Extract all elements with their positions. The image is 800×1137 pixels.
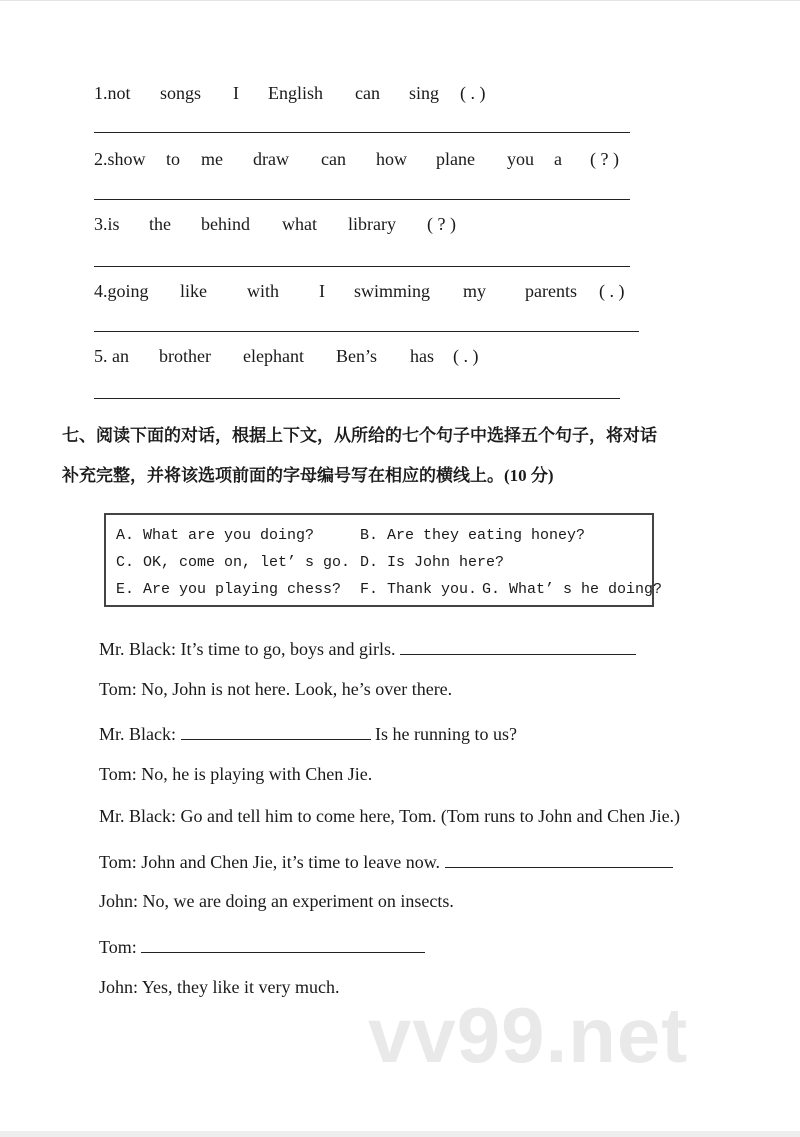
word: parents <box>525 281 577 301</box>
word: songs <box>160 83 202 103</box>
blank-4[interactable] <box>141 934 425 953</box>
option-g: G. What’ s he doing? <box>482 581 663 598</box>
word: 2.show <box>94 149 146 169</box>
answer-line-2[interactable] <box>94 199 630 200</box>
dialogue-line-4: Tom: No, he is playing with Chen Jie. <box>99 764 373 784</box>
word: like <box>180 281 207 301</box>
watermark: vv99.net <box>368 991 689 1079</box>
section-7-instruction-line1: 七、阅读下面的对话，根据上下文，从所给的七个句子中选择五个句子，将对话 <box>62 426 657 446</box>
dialogue-line-2: Tom: No, John is not here. Look, he’s over there. <box>99 679 453 699</box>
word: 1.not <box>94 83 131 103</box>
word: Ben’s <box>336 346 378 366</box>
page-top-edge <box>0 0 800 1</box>
answer-line-3[interactable] <box>94 266 630 267</box>
option-c: C. OK, come on, let’ s go. <box>116 554 351 571</box>
blank-2[interactable] <box>181 721 371 740</box>
word: plane <box>436 149 475 169</box>
dialogue-line-8: Tom: <box>99 934 425 958</box>
word: ( . ) <box>460 83 486 103</box>
word: can <box>321 149 346 169</box>
word: 4.going <box>94 281 149 301</box>
word: what <box>282 214 317 234</box>
answer-line-5[interactable] <box>94 398 620 399</box>
word: 3.is <box>94 214 120 234</box>
word: my <box>463 281 487 301</box>
dialogue-line-9: John: Yes, they like it very much. <box>99 977 340 997</box>
section-7-points: (10 分) <box>504 466 554 485</box>
section-7-instruction-line2: 补充完整，并将该选项前面的字母编号写在相应的横线上。(10 分) <box>62 466 554 486</box>
word: ( ? ) <box>590 149 619 169</box>
word: me <box>201 149 223 169</box>
word: I <box>319 281 325 301</box>
blank-3[interactable] <box>445 849 673 868</box>
word: 5. an <box>94 346 129 366</box>
word: behind <box>201 214 250 234</box>
word: can <box>355 83 380 103</box>
page-bottom-edge <box>0 1131 800 1137</box>
dialogue-line-6: Tom: John and Chen Jie, it’s time to leave now. <box>99 849 673 873</box>
dialogue-line-3: Mr. Black: Is he running to us? <box>99 721 517 745</box>
word: ( . ) <box>599 281 625 301</box>
option-e: E. Are you playing chess? <box>116 581 342 598</box>
answer-line-4[interactable] <box>94 331 639 332</box>
dialogue-line-1: Mr. Black: It’s time to go, boys and girls. <box>99 636 636 660</box>
option-d: D. Is John here? <box>360 554 505 571</box>
dialogue-line-5: Mr. Black: Go and tell him to come here, Tom. (Tom runs to John and Chen Jie.) <box>99 806 681 826</box>
dialogue-line-7: John: No, we are doing an experiment on insects. <box>99 891 454 911</box>
word: with <box>247 281 280 301</box>
answer-line-1[interactable] <box>94 132 630 133</box>
word: to <box>166 149 181 169</box>
word: swimming <box>354 281 431 301</box>
word: brother <box>159 346 211 366</box>
word: English <box>268 83 324 103</box>
word: has <box>410 346 434 366</box>
word: how <box>376 149 407 169</box>
option-a: A. What are you doing? <box>116 527 315 544</box>
word: a <box>554 149 562 169</box>
word: ( ? ) <box>427 214 456 234</box>
word: draw <box>253 149 289 169</box>
word: elephant <box>243 346 304 366</box>
word: the <box>149 214 171 234</box>
blank-1[interactable] <box>400 636 636 655</box>
word: library <box>348 214 396 234</box>
word: sing <box>409 83 440 103</box>
word: ( . ) <box>453 346 479 366</box>
word: you <box>507 149 534 169</box>
word: I <box>233 83 239 103</box>
option-f: F. Thank you. <box>360 581 478 598</box>
option-b: B. Are they eating honey? <box>360 527 586 544</box>
